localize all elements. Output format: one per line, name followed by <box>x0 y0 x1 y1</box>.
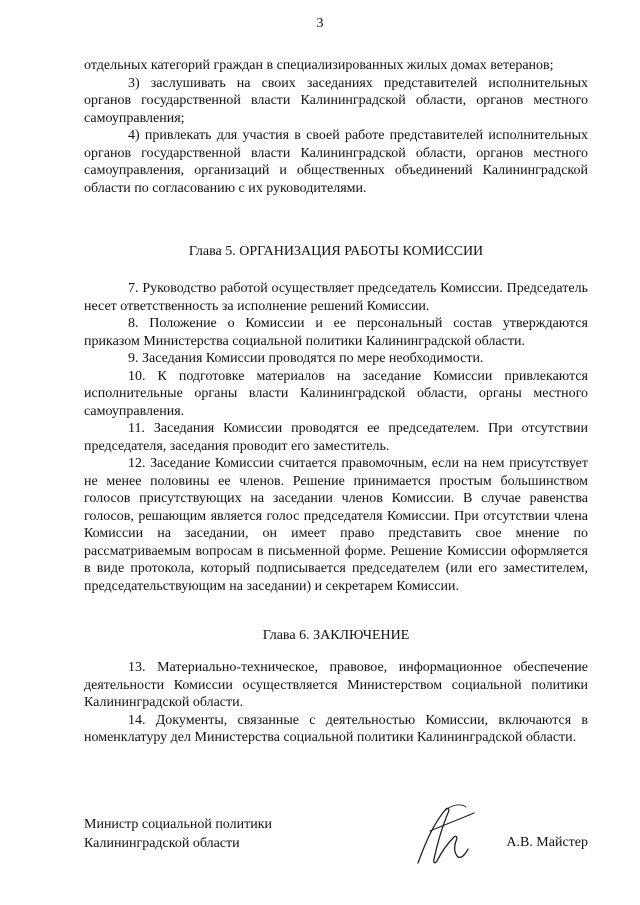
paragraph-13: 13. Материально-техническое, правовое, информационное обеспечение деятельности Комиссии осуществляется Министерством социальной политики Калининградской области. <box>84 660 588 710</box>
chapter5-body <box>84 280 588 595</box>
intro-paragraph-1: отдельных категорий граждан в специализированных жилых домах ветеранов; <box>84 58 554 73</box>
signatory-position-line1: Министр социальной политики <box>84 817 273 832</box>
paragraph-9: 9. Заседания Комиссии проводятся по мере необходимости. <box>128 351 484 366</box>
signatory-name: А.В. Майстер <box>506 835 588 850</box>
page-number: 3 <box>316 16 324 31</box>
chapter6-title-block <box>84 627 588 645</box>
paragraph-7: 7. Руководство работой осуществляет председатель Комиссии. Председатель несет ответственность за исполнение решений Комиссии. <box>84 281 588 314</box>
paragraph-11: 11. Заседания Комиссии проводятся ее председателем. При отсутствии председателя, заседания проводит его заместитель. <box>84 421 588 454</box>
paragraph-14: 14. Документы, связанные с деятельностью Комиссии, включаются в номенклатуру дел Министерства социальной политики Калининградской области. <box>84 712 588 745</box>
chapter5-title-block <box>84 243 588 261</box>
chapter6-body <box>84 659 588 747</box>
signatory-position-line2: Калининградской области <box>84 836 240 851</box>
chapter5-title: Глава 5. ОРГАНИЗАЦИЯ РАБОТЫ КОМИССИИ <box>188 244 484 259</box>
intro-paragraph-2: 3) заслушивать на своих заседаниях представителей исполнительных органов государственной власти Калининградской области, органов местного самоуправления; <box>84 75 588 126</box>
paragraph-12: 12. Заседание Комиссии считается правомочным, если на нем присутствует не менее половины ее членов. Решение принимается простым большинством голосов присутствующих на заседании членов Комиссии. В случае равенства голосов, решающим является голос председателя Комиссии. При отсутствии члена Комиссии на заседании, он имеет право представить свое мнение по рассматриваемым вопросам в письменной форме. Решение Комиссии оформляется в виде протокола, который подписывается председателем (или его заместителем, председательствующим на заседании) и секретарем Комиссии. <box>84 456 588 594</box>
handwritten-signature-icon <box>404 801 484 871</box>
signatory-position <box>84 815 272 853</box>
intro-paragraph-3: 4) привлекать для участия в своей работе представителей исполнительных органов государственной власти Калининградской области, органов местного самоуправления, организаций и общественных объединений Калининградской области по согласованию с их руководителями. <box>84 128 588 196</box>
intro-block <box>84 57 588 197</box>
paragraph-10: 10. К подготовке материалов на заседание Комиссии привлекаются исполнительные органы власти Калининградской области, органы местного самоуправления. <box>84 368 588 419</box>
chapter6-title: Глава 6. ЗАКЛЮЧЕНИЕ <box>262 628 410 643</box>
paragraph-8: 8. Положение о Комиссии и ее персональный состав утверждаются приказом Министерства социальной политики Калининградской области. <box>84 316 588 349</box>
